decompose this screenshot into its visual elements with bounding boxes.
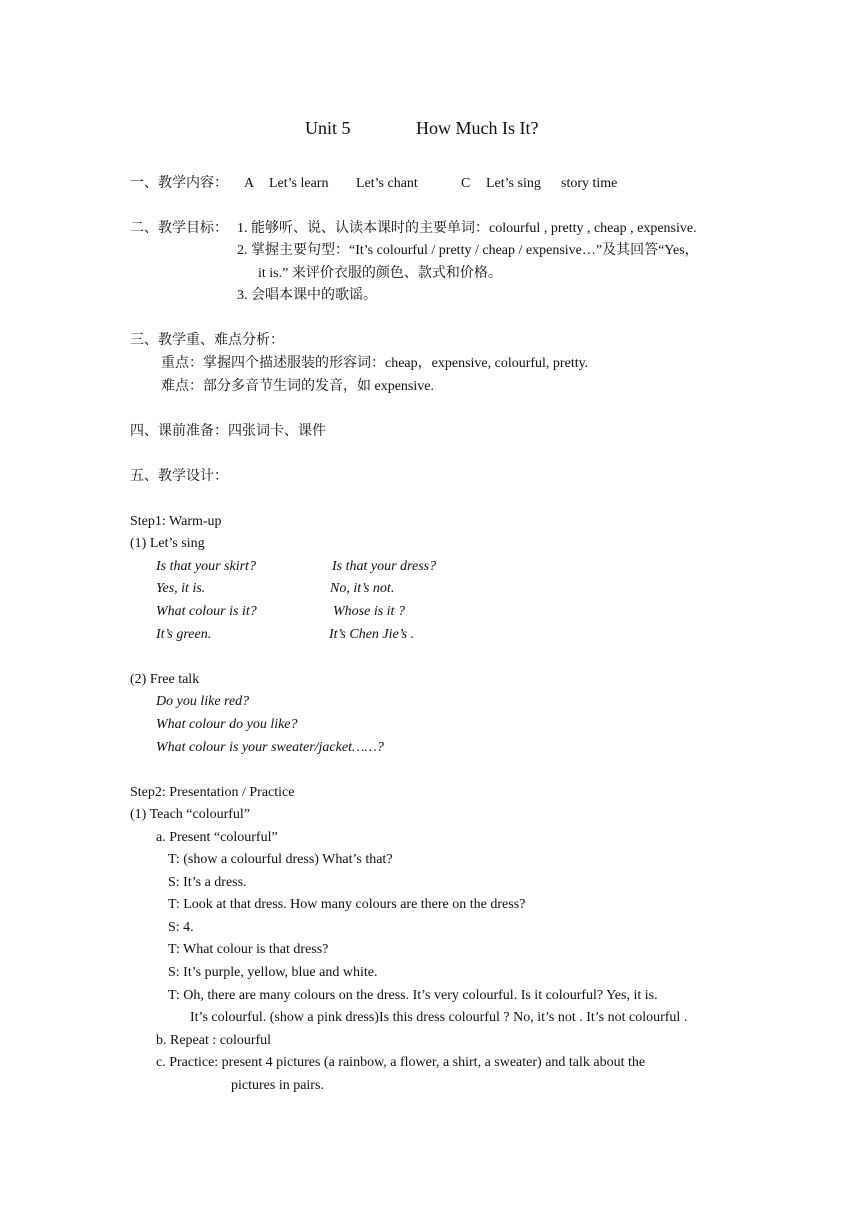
- song-line-left: It’s green.: [156, 627, 212, 642]
- practice-instruction: c. Practice: present 4 pictures (a rainbow, a flower, a shirt, a sweater) and talk about the: [156, 1055, 646, 1070]
- step-1-heading: Step1: Warm-up: [130, 514, 222, 529]
- dialog-line: S: It’s purple, yellow, blue and white.: [168, 965, 378, 980]
- song-line-right: No, it’s not.: [330, 581, 395, 596]
- unit-number: Unit 5: [305, 118, 351, 138]
- section-1-label: 一、教学内容：: [130, 176, 228, 191]
- free-talk-line: What colour do you like?: [156, 717, 298, 732]
- goal-2-continued: it is.” 来评价衣服的颜色、款式和价格。: [258, 266, 502, 281]
- song-line-left: Is that your skirt?: [156, 559, 256, 574]
- section-1-part-a: A: [244, 176, 255, 191]
- song-line-left: Yes, it is.: [156, 581, 206, 596]
- dialog-line: S: 4.: [168, 920, 194, 935]
- song-line-right: Whose is it ?: [333, 604, 405, 619]
- free-talk-line: Do you like red?: [156, 694, 250, 709]
- lets-sing-label: (1) Let’s sing: [130, 536, 205, 551]
- section-1-part-c: C: [461, 176, 471, 191]
- present-colourful-label: a. Present “colourful”: [156, 830, 278, 845]
- free-talk-label: (2) Free talk: [130, 672, 200, 687]
- page-title: How Much Is It?: [416, 118, 539, 138]
- dialog-line-continued: It’s colourful. (show a pink dress)Is this dress colourful ? No, it’s not . It’s not colourful .: [190, 1010, 688, 1025]
- section-1-lets-sing: Let’s sing: [486, 176, 541, 191]
- dialog-line: T: (show a colourful dress) What’s that?: [168, 852, 393, 867]
- step-2-heading: Step2: Presentation / Practice: [130, 785, 295, 800]
- free-talk-line: What colour is your sweater/jacket……?: [156, 740, 384, 755]
- section-4-label: 四、课前准备：四张词卡、课件: [130, 424, 326, 439]
- goal-2: 2. 掌握主要句型：“It’s colourful / pretty / cheap / expensive…”及其回答“Yes，: [237, 243, 699, 258]
- song-line-right: It’s Chen Jie’s .: [329, 627, 415, 642]
- song-line-left: What colour is it?: [156, 604, 257, 619]
- key-points: 重点：掌握四个描述服装的形容词：cheap，expensive, colourful, pretty.: [161, 356, 589, 371]
- difficult-points: 难点：部分多音节生词的发音，如 expensive.: [161, 379, 434, 394]
- section-2-label: 二、教学目标：: [130, 221, 228, 236]
- section-1-lets-learn: Let’s learn: [269, 176, 329, 191]
- dialog-line: S: It’s a dress.: [168, 875, 247, 890]
- section-5-label: 五、教学设计：: [130, 469, 228, 484]
- dialog-line: T: What colour is that dress?: [168, 942, 329, 957]
- section-3-label: 三、教学重、难点分析：: [130, 333, 284, 348]
- song-line-right: Is that your dress?: [332, 559, 437, 574]
- teach-colourful-label: (1) Teach “colourful”: [130, 807, 251, 822]
- section-1-story-time: story time: [561, 176, 618, 191]
- dialog-line: T: Oh, there are many colours on the dress. It’s very colourful. Is it colourful? Yes, it is.: [168, 988, 658, 1003]
- section-1-lets-chant: Let’s chant: [356, 176, 418, 191]
- repeat-colourful: b. Repeat : colourful: [156, 1033, 272, 1048]
- dialog-line: T: Look at that dress. How many colours are there on the dress?: [168, 897, 526, 912]
- goal-3: 3. 会唱本课中的歌谣。: [237, 288, 377, 303]
- practice-instruction-continued: pictures in pairs.: [231, 1078, 324, 1093]
- goal-1: 1. 能够听、说、认读本课时的主要单词：colourful , pretty , cheap , expensive.: [237, 221, 697, 236]
